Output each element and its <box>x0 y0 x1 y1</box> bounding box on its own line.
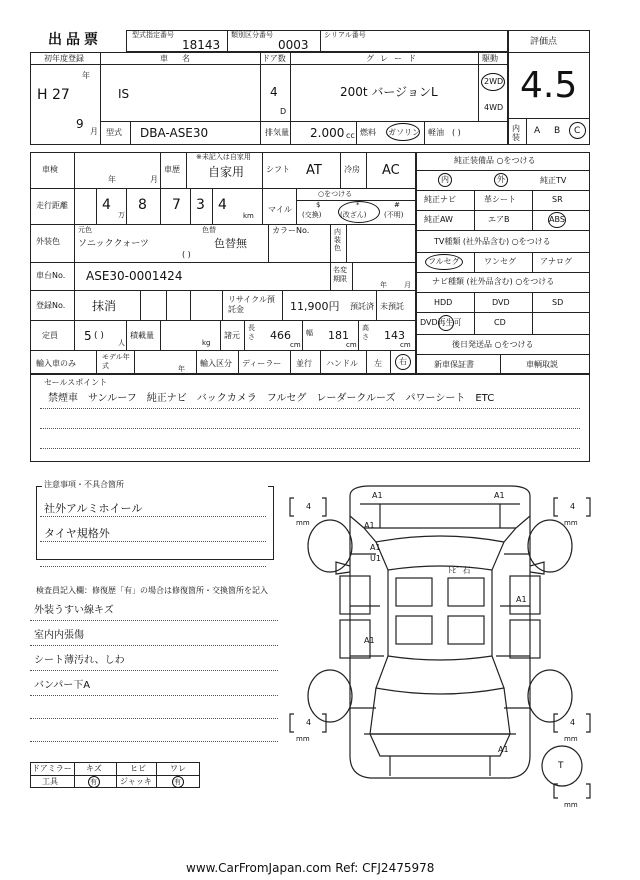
footer-ref: www.CarFromJapan.com Ref: CFJ2475978 <box>186 861 435 875</box>
caution-label: 注意事項・不具合箇所 <box>44 480 124 489</box>
car-name: IS <box>118 87 130 101</box>
handle-right: 右 <box>399 357 407 366</box>
inspector-label: 検査員記入欄：修復歴「有」の場合は修復箇所・交換箇所を記入 <box>36 586 268 595</box>
model-type: DBA-ASE30 <box>140 126 209 140</box>
navi-hdd: HDD <box>434 298 453 307</box>
name-change-year: 年 <box>380 281 387 289</box>
mileage-d1: 4 <box>102 197 111 213</box>
original-color: ソニッククォーツ <box>78 239 149 249</box>
year-unit: 年 <box>82 71 90 80</box>
tire-rear-right: 4 <box>570 718 576 727</box>
interior-a: A <box>534 126 541 136</box>
model-year-label: モデル年式 <box>102 353 130 370</box>
import-label: 輸入車のみ <box>36 359 76 368</box>
unknown-label: (不明) <box>384 211 404 219</box>
mile-label: マイル <box>268 205 292 214</box>
capacity: 5 <box>84 329 92 343</box>
mark-door-left: A1 <box>364 636 375 645</box>
sales-label: セールスポイント <box>44 378 108 387</box>
spare-tire-label: T <box>558 761 564 771</box>
drive-2wd: 2WD <box>484 77 504 86</box>
doors: 4 <box>270 85 278 99</box>
equip-inner: 内 <box>441 175 449 184</box>
altered-label: (改ざん) <box>340 211 367 219</box>
chassis-number: ASE30-0001424 <box>86 269 183 283</box>
load-unit: kg <box>202 339 211 347</box>
paint-value: 色替無 <box>214 237 247 250</box>
tire-front-right-unit: mm <box>564 519 578 527</box>
legend-tools: 工具 <box>42 777 58 786</box>
mark-door-right: A1 <box>516 595 527 604</box>
inspector-3: シート薄汚れ、しわ <box>34 655 125 666</box>
fuel-label: 燃料 <box>360 128 376 137</box>
dims-label: 諸元 <box>224 331 240 340</box>
mileage-d5: 4 <box>218 197 227 213</box>
doc-manual: 車輌取説 <box>526 360 558 369</box>
history-label: 車歴 <box>164 165 180 174</box>
grade-label: グレード <box>366 54 422 63</box>
tv-analog: アナログ <box>540 257 572 266</box>
evaluation-score: 4.5 <box>520 65 578 106</box>
tv-oneseg: ワンセグ <box>484 257 516 266</box>
first-reg-month: 9 <box>76 117 84 131</box>
displacement-unit: cc <box>346 131 355 140</box>
caution-bracket <box>36 486 274 560</box>
mileage-d2: 8 <box>138 197 147 213</box>
altered-symbol: * <box>356 201 360 209</box>
tire-rear-right-unit: mm <box>564 735 578 743</box>
inspection-month: 月 <box>150 175 158 184</box>
length: 466 <box>270 329 291 342</box>
original-color-label: 元色 <box>78 226 92 234</box>
width-label: 幅 <box>306 329 313 337</box>
exchange-symbol: $ <box>316 201 321 209</box>
color-no-label: カラーNo. <box>272 226 310 235</box>
inspector-4: バンパー下A <box>34 680 91 691</box>
legend-jack: ジャッキ <box>120 777 152 786</box>
displacement-label: 排気量 <box>265 128 289 137</box>
import-division-label: 輸入区分 <box>200 359 232 368</box>
type-label: 型式 <box>106 128 122 137</box>
reg-no-label: 登録No. <box>36 301 66 310</box>
handle-left: 左 <box>374 359 382 368</box>
reg-no: 抹消 <box>92 299 117 313</box>
recycle-status: 預託済 <box>350 302 374 311</box>
navi-sd: SD <box>552 298 564 307</box>
paint-paren: ( ) <box>182 250 191 259</box>
first-reg-label: 初年度登録 <box>44 54 84 63</box>
interior-c: C <box>574 126 581 136</box>
mark-fender-left: A1 <box>370 543 381 552</box>
car-diagram <box>280 476 600 816</box>
equip-abs: ABS <box>549 215 565 224</box>
width: 181 <box>328 329 349 342</box>
legend-jack-have: 有 <box>174 778 181 786</box>
height-unit: cm <box>400 341 411 349</box>
history-value: 自家用 <box>208 165 245 179</box>
caution-2: タイヤ規格外 <box>44 527 110 540</box>
doc-title: 後日発送品 ○をつける <box>452 340 534 349</box>
model-code: 18143 <box>182 38 221 52</box>
capacity-unit: 人 <box>118 339 125 347</box>
light-oil-label: 軽油 <box>428 128 444 137</box>
parallel: 並行 <box>296 359 312 368</box>
equip-sr: SR <box>552 195 563 204</box>
grade: 200t バージョンL <box>340 85 438 99</box>
tv-title: TV種類 (社外品含む) ○をつける <box>434 237 551 246</box>
doc-warranty: 新車保証書 <box>434 360 474 369</box>
class-label: 類別区分番号 <box>231 31 273 39</box>
legend-broken: ワレ <box>170 764 186 773</box>
shift-value: AT <box>306 163 322 178</box>
tire-front-left-unit: mm <box>296 519 310 527</box>
serial-label: シリアル番号 <box>324 31 366 39</box>
legend-crack: ヒビ <box>130 764 146 773</box>
car-name-label: 車名 <box>160 54 204 63</box>
displacement: 2.000 <box>310 126 345 140</box>
navi-dvd-play: DVD再生可 <box>420 318 462 327</box>
shift-label: シフト <box>266 165 290 174</box>
tire-rear-left: 4 <box>306 718 312 727</box>
dealer: ディーラー <box>242 359 282 368</box>
ac-label: 冷房 <box>344 165 360 174</box>
mileage-km: km <box>243 212 254 220</box>
height: 143 <box>384 329 405 342</box>
capacity-paren: ( ) <box>94 331 104 341</box>
mileage-man: 万 <box>118 211 125 219</box>
fuel-gasoline: ガソリン <box>388 128 420 137</box>
length-label: 長さ <box>248 324 255 341</box>
tire-rear-left-unit: mm <box>296 735 310 743</box>
mileage-d4: 3 <box>196 197 205 213</box>
exterior-color-label: 外装色 <box>36 237 60 246</box>
equip-tv: 純正TV <box>540 176 567 185</box>
fuel-other-paren: ( ) <box>452 128 461 137</box>
height-label: 高さ <box>362 324 369 341</box>
ac-value: AC <box>382 163 400 178</box>
inspector-2: 室内内張傷 <box>34 630 84 641</box>
mile-circle-note: ○をつける <box>318 190 353 198</box>
name-change-month: 月 <box>404 281 411 289</box>
load-label: 積載量 <box>130 331 154 340</box>
equip-navi: 純正ナビ <box>424 195 456 204</box>
chassis-label: 車台No. <box>36 271 66 280</box>
class-code: 0003 <box>278 38 309 52</box>
month-unit: 月 <box>90 127 98 136</box>
drive-4wd: 4WD <box>484 103 504 112</box>
mileage-label: 走行距離 <box>36 201 68 210</box>
caution-1: 社外アルミホイール <box>44 502 143 515</box>
interior-b: B <box>554 126 561 136</box>
sales-text: 禁煙車 サンルーフ 純正ナビ バックカメラ フルセグ レーダークルーズ パワーシート ETC <box>48 393 495 404</box>
navi-dvd: DVD <box>492 298 510 307</box>
equipment-title: 純正装備品 ○をつける <box>454 156 536 165</box>
recycle-amount: 11,900円 <box>290 300 340 313</box>
legend-tools-have: 有 <box>90 778 97 786</box>
spare-unit: mm <box>564 801 578 809</box>
equip-aw: 純正AW <box>424 215 453 224</box>
inspector-1: 外装うすい線キズ <box>34 605 114 616</box>
doors-sub: D <box>280 107 287 116</box>
length-unit: cm <box>290 341 301 349</box>
tv-fullseg: フルセグ <box>428 257 460 266</box>
mark-front-right: A1 <box>494 491 505 500</box>
doors-label: ドア数 <box>262 54 286 63</box>
mark-rear: A1 <box>498 745 509 754</box>
name-change-label: 名変期限 <box>333 266 347 283</box>
capacity-label: 定員 <box>42 331 58 340</box>
width-unit: cm <box>346 341 357 349</box>
interior-label: 内装 <box>512 124 520 142</box>
inspection-year: 年 <box>108 175 116 184</box>
model-year-unit: 年 <box>178 365 185 373</box>
mileage-d3: 7 <box>172 197 181 213</box>
equip-leather: 革シート <box>484 195 516 204</box>
sheet-title: 出品票 <box>48 32 102 48</box>
mark-hood: A1 <box>364 521 375 530</box>
navi-cd: CD <box>494 318 506 327</box>
mark-front-left: A1 <box>372 491 383 500</box>
first-reg-era: H 27 <box>37 87 70 103</box>
exchange-label: (交換) <box>302 211 322 219</box>
tire-front-right: 4 <box>570 502 576 511</box>
inspection-label: 車検 <box>42 165 58 174</box>
handle-label: ハンドル <box>326 359 358 368</box>
legend-mirror: ドアミラー <box>32 764 72 773</box>
unknown-symbol: # <box>394 201 400 209</box>
recycle-not-deposited: 未預託 <box>380 302 404 311</box>
paint-label: 色替 <box>202 226 216 234</box>
interior-color-label: 内装色 <box>334 228 341 252</box>
mark-windshield-u: U1 <box>370 554 381 563</box>
recycle-label: リサイクル預託金 <box>228 295 275 314</box>
legend-scratch: キズ <box>86 764 102 773</box>
evaluation-label: 評価点 <box>530 37 558 47</box>
navi-title: ナビ種類 (社外品含む) ○をつける <box>432 277 555 286</box>
model-code-label: 型式指定番号 <box>132 31 174 39</box>
equip-airbag: エアB <box>488 215 510 224</box>
mark-roof: ﾄﾋﾞ 石 <box>448 566 471 575</box>
drive-label: 駆動 <box>482 54 498 63</box>
history-note: ※未記入は自家用 <box>196 153 251 161</box>
tire-front-left: 4 <box>306 502 312 511</box>
equip-outer: 外 <box>497 175 505 184</box>
